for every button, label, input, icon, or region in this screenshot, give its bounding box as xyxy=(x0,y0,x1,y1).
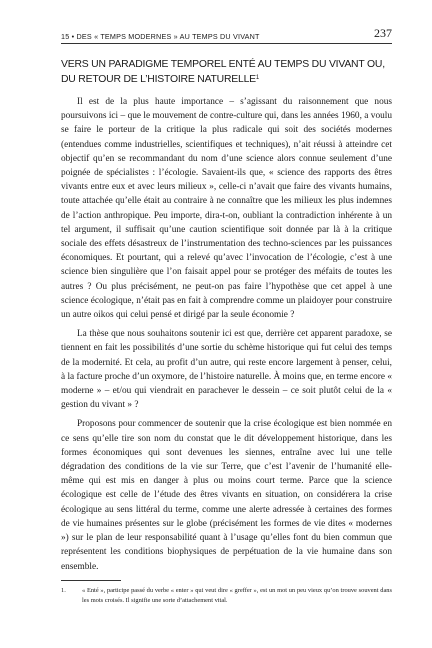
footnote-marker: 1 xyxy=(255,75,260,82)
footnote-rule xyxy=(61,580,121,581)
paragraph: La thèse que nous souhaitons soutenir ici est que, derrière cet apparent paradoxe, se tiennent en fait les possibilités d’une sortie du schème historique qui fut celui des temps de la modernité. Et cela, au profit d’un autre, qui reste encore largement à penser, celui, à la facture proche d’un oxymore, de l’histoire naturelle. À moins que, en terme encore « moderne » – et/ou qui viendrait en parachever le dessein – ce soit plutôt celui de la « gestion du vivant » ? xyxy=(61,329,392,411)
footnote xyxy=(61,586,392,606)
page-number: 237 xyxy=(374,26,392,40)
footnote-number: 1. xyxy=(61,587,66,594)
paragraph: Il est de la plus haute importance – s’agissant du raisonnement que nous poursuivons ici – que le mouvement de contre-culture qui, dans les années 1960, a voulu se faire le porteur de la critique la plus radicale qui soit des sociétés modernes (entendues comme industrielles, scientifiques et techniques), n’ait réussi à atteindre cet objectif qu’en se recommandant du nom d’une science alors connue seulement d’une poignée de spécialistes : l’écologie. Savaient-ils que, « science des rapports des êtres vivants entre eux et avec leurs milieux », celle-ci n’avait que faire des vivants humains, toute attachée qu’elle était au contraire à ne connaître que les milieux les plus indemnes de l’action anthropique. Peu importe, dira-t-on, oubliant la contradiction inhérente à un tel argument, il suffisait qu’une caution scientifique soit donnée par là à la critique sociale des effets désastreux de l’instrumentation des techno-sciences par les puissances économiques. Et pourtant, qui a relevé qu’avec l’invocation de l’écologie, c’est à une science bien singulière que l’on faisait appel pour se protéger des méfaits de toutes les autres ? Ou plus précisément, ne peut-on pas faire l’hypothèse que cet appel à une science écologique, n’était pas en fait à comprendre comme un plaidoyer pour construire un autre oikos qui celui pensé et dirigé par la seule économie ? xyxy=(61,97,392,321)
paragraph: Proposons pour commencer de soutenir que la crise écologique est bien nommée en ce sens qu’elle tire son nom du constat que le dit développement historique, dans les formes économiques qui sont devenues les siennes, entraîne avec lui une telle dégradation des conditions de la vie sur Terre, que c’est l’avenir de l’humanité elle-même qui est mis en danger à plus ou moins court terme. Parce que la science écologique est celle de l’étude des êtres vivants en situation, on considérera la crise écologique au sens littéral du terme, comme une alerte adressée à certaines des formes de vie humaines présentes sur le globe (précisément les formes de vie dites « modernes ») sur le plan de leur responsabilité quant à l’usage qu’elles font du bien commun que représentent les conditions biophysiques de perpétuation de la vie humaine dans son ensemble. xyxy=(61,419,392,572)
running-head-title: 15 • DES « TEMPS MODERNES » AU TEMPS DU VIVANT xyxy=(61,32,260,41)
chapter-title-text: VERS UN PARADIGME TEMPOREL ENTÉ AU TEMPS DU VIVANT OU, DU RETOUR DE L’HISTOIRE NATURELLE xyxy=(61,59,385,86)
footnote-text: « Enté », participe passé du verbe « enter » qui veut dire « greffer », est un mot un peu vieux qu’on trouve souvent dans les mots croisés. Il signifie une sorte d’attachement vital. xyxy=(82,587,392,604)
body-text xyxy=(61,95,392,579)
chapter-title xyxy=(61,57,396,87)
running-head xyxy=(61,25,392,44)
